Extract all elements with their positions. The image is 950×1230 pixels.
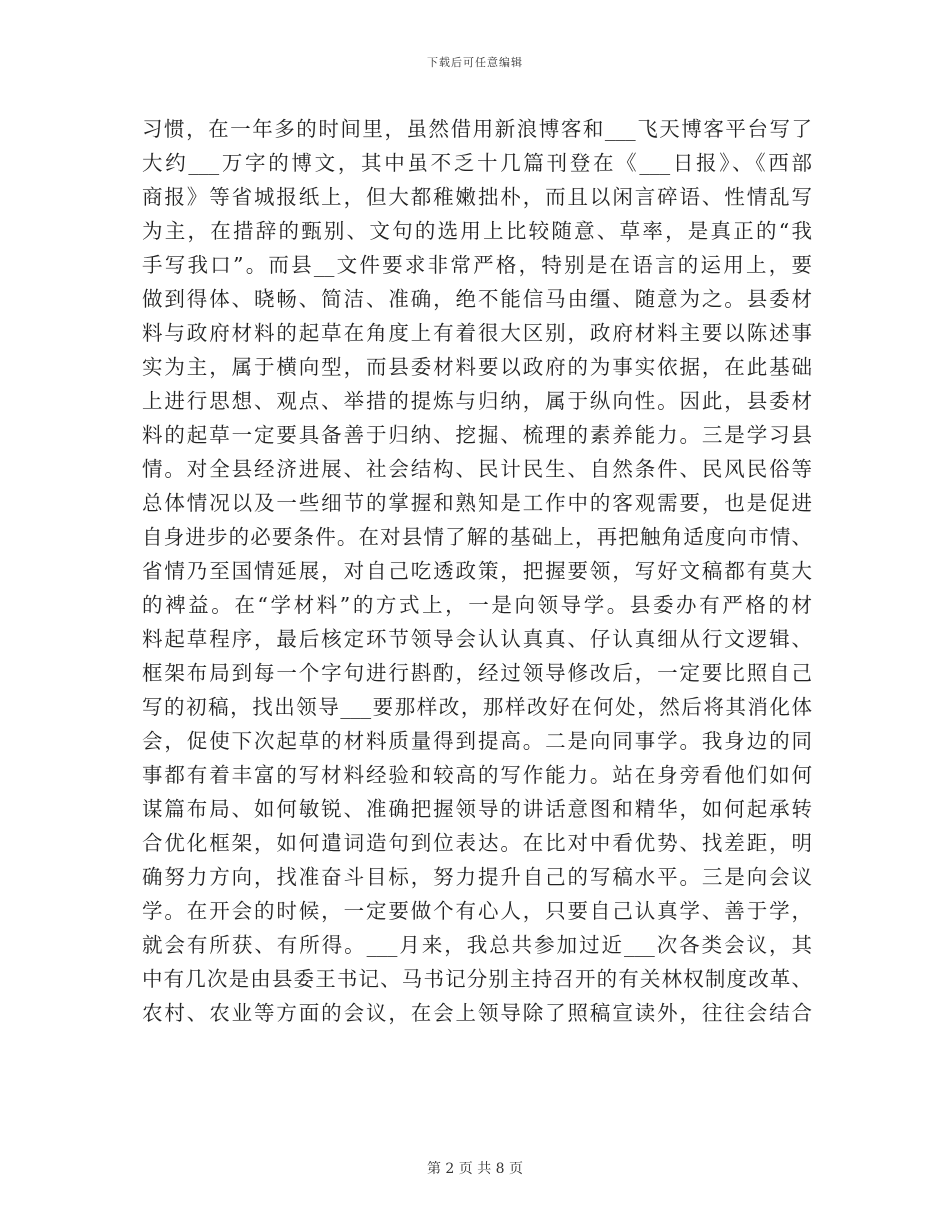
text-line: 手写我口”。而县__文件要求非常严格，特别是在语言的运用上，要 bbox=[142, 253, 812, 277]
text-line: 谋篇布局、如何敏锐、准确把握领导的讲话意图和精华，如何起承转 bbox=[142, 797, 812, 821]
text-line: 大约___万字的博文，其中虽不乏十几篇刊登在《___日报》、《西部 bbox=[142, 151, 812, 175]
text-line: 习惯，在一年多的时间里，虽然借用新浪博客和___飞天博客平台写了 bbox=[142, 117, 812, 141]
text-line: 料的起草一定要具备善于归纳、挖掘、梳理的素养能力。三是学习县 bbox=[142, 423, 812, 447]
text-line: 情。对全县经济进展、社会结构、民计民生、自然条件、民风民俗等 bbox=[142, 457, 812, 481]
text-line: 省情乃至国情延展，对自己吃透政策，把握要领，写好文稿都有莫大 bbox=[142, 559, 812, 583]
text-line: 中有几次是由县委王书记、马书记分别主持召开的有关林权制度改革、 bbox=[142, 967, 812, 991]
text-line: 料与政府材料的起草在角度上有着很大区别，政府材料主要以陈述事 bbox=[142, 321, 812, 345]
text-line: 料起草程序，最后核定环节领导会认认真真、仔认真细从行文逻辑、 bbox=[142, 627, 812, 651]
text-line: 会，促使下次起草的材料质量得到提高。二是向同事学。我身边的同 bbox=[142, 729, 812, 753]
document-body bbox=[142, 112, 812, 1030]
page-header: 下载后可任意编辑 bbox=[427, 56, 523, 69]
text-line: 总体情况以及一些细节的掌握和熟知是工作中的客观需要，也是促进 bbox=[142, 491, 812, 515]
text-line: 为主，在措辞的甄别、文句的选用上比较随意、草率，是真正的“我 bbox=[142, 219, 812, 243]
text-line: 框架布局到每一个字句进行斟酌，经过领导修改后，一定要比照自己 bbox=[142, 661, 812, 685]
text-line: 学。在开会的时候，一定要做个有心人，只要自己认真学、善于学， bbox=[142, 899, 812, 923]
text-line: 农村、农业等方面的会议，在会上领导除了照稿宣读外，往往会结合 bbox=[142, 1001, 812, 1025]
text-line: 确努力方向，找准奋斗目标，努力提升自己的写稿水平。三是向会议 bbox=[142, 865, 812, 889]
text-line: 的裨益。在“学材料”的方式上，一是向领导学。县委办有严格的材 bbox=[142, 593, 812, 617]
text-line: 合优化框架，如何遣词造句到位表达。在比对中看优势、找差距，明 bbox=[142, 831, 812, 855]
text-line: 实为主，属于横向型，而县委材料要以政府的为事实依据，在此基础 bbox=[142, 355, 812, 379]
text-line: 自身进步的必要条件。在对县情了解的基础上，再把触角适度向市情、 bbox=[142, 525, 812, 549]
text-line: 事都有着丰富的写材料经验和较高的写作能力。站在身旁看他们如何 bbox=[142, 763, 812, 787]
text-line: 商报》等省城报纸上，但大都稚嫩拙朴，而且以闲言碎语、性情乱写 bbox=[142, 185, 812, 209]
text-line: 上进行思想、观点、举措的提炼与归纳，属于纵向性。因此，县委材 bbox=[142, 389, 812, 413]
text-line: 写的初稿，找出领导___要那样改，那样改好在何处，然后将其消化体 bbox=[142, 695, 812, 719]
text-line: 做到得体、晓畅、简洁、准确，绝不能信马由缰、随意为之。县委材 bbox=[142, 287, 812, 311]
page-number: 第 2 页 共 8 页 bbox=[426, 1161, 524, 1177]
text-line: 就会有所获、有所得。___月来，我总共参加过近___次各类会议，其 bbox=[142, 933, 812, 957]
